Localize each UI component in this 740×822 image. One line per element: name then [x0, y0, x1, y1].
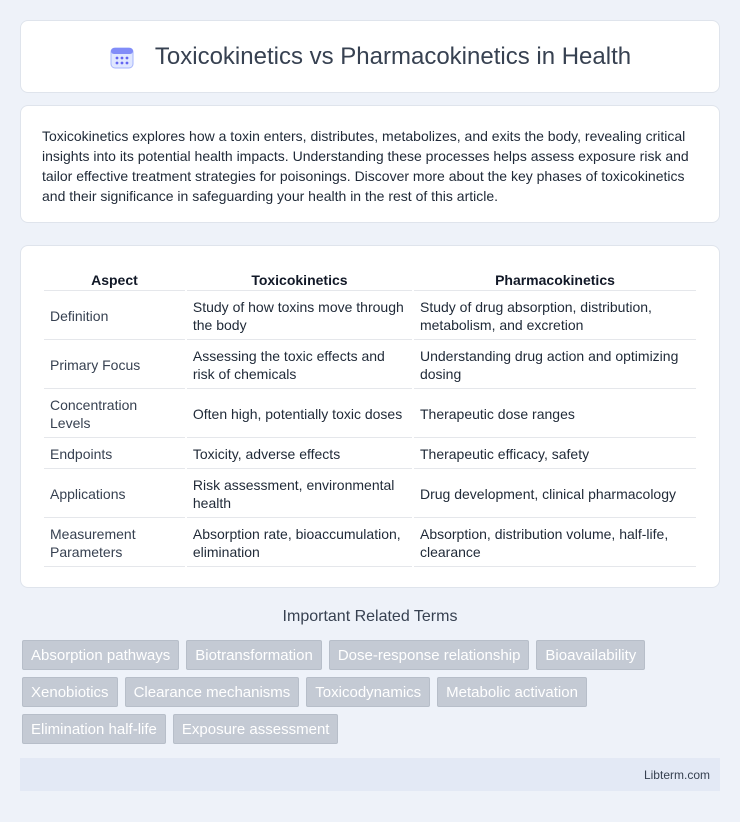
table-cell: Risk assessment, environmental health — [187, 471, 412, 518]
page-title: Toxicokinetics vs Pharmacokinetics in Health — [154, 42, 632, 70]
related-terms-title: Important Related Terms — [282, 608, 458, 625]
column-header-pharmacokinetics: Pharmacokinetics — [414, 266, 696, 291]
table-cell-aspect: Primary Focus — [44, 342, 185, 389]
table-cell-aspect: Endpoints — [44, 440, 185, 469]
related-term-tag[interactable]: Exposure assessment — [173, 714, 339, 744]
related-terms-list — [22, 640, 722, 744]
related-term-tag[interactable]: Bioavailability — [536, 640, 645, 670]
table-cell-aspect: Measurement Parameters — [44, 520, 185, 567]
related-term-tag[interactable]: Xenobiotics — [22, 677, 118, 707]
table-cell-aspect: Applications — [44, 471, 185, 518]
table-cell: Study of drug absorption, distribution, metabolism, and excretion — [414, 293, 696, 340]
table-cell: Study of how toxins move through the body — [187, 293, 412, 340]
table-row — [44, 440, 696, 469]
table-cell: Understanding drug action and optimizing dosing — [414, 342, 696, 389]
table-header-row — [44, 266, 696, 291]
related-term-tag[interactable]: Absorption pathways — [22, 640, 179, 670]
related-term-tag[interactable]: Biotransformation — [186, 640, 322, 670]
related-term-tag[interactable]: Dose-response relationship — [329, 640, 530, 670]
footer-site-link[interactable]: Libterm.com — [643, 767, 710, 782]
intro-text: Toxicokinetics explores how a toxin enters, distributes, metabolizes, and exits the body, revealing critical insights into its potential health impacts. Understanding these processes helps assess exposure risk and tailor effective treatment strategies for poisonings. Discover more about the key phases of toxicokinetics and their significance in safeguarding your health in the rest of this article. — [42, 128, 689, 204]
related-term-tag[interactable]: Toxicodynamics — [306, 677, 430, 707]
comparison-card — [20, 245, 720, 588]
table-row — [44, 293, 696, 340]
column-header-toxicokinetics: Toxicokinetics — [187, 266, 412, 291]
table-cell-aspect: Definition — [44, 293, 185, 340]
table-cell: Assessing the toxic effects and risk of chemicals — [187, 342, 412, 389]
related-term-tag[interactable]: Elimination half-life — [22, 714, 166, 744]
header — [21, 21, 719, 92]
table-row — [44, 520, 696, 567]
table-cell: Absorption rate, bioaccumulation, elimination — [187, 520, 412, 567]
table-row — [44, 391, 696, 438]
column-header-aspect: Aspect — [44, 266, 185, 291]
footer — [20, 758, 720, 791]
table-row — [44, 342, 696, 389]
comparison-table — [42, 264, 698, 569]
table-cell: Drug development, clinical pharmacology — [414, 471, 696, 518]
calendar-icon — [109, 44, 135, 70]
table-row — [44, 471, 696, 518]
table-cell: Often high, potentially toxic doses — [187, 391, 412, 438]
related-term-tag[interactable]: Clearance mechanisms — [125, 677, 300, 707]
table-cell-aspect: Concentration Levels — [44, 391, 185, 438]
table-cell: Toxicity, adverse effects — [187, 440, 412, 469]
intro-card — [20, 105, 720, 223]
header-card — [20, 20, 720, 93]
related-term-tag[interactable]: Metabolic activation — [437, 677, 587, 707]
table-cell: Therapeutic dose ranges — [414, 391, 696, 438]
table-cell: Absorption, distribution volume, half-life, clearance — [414, 520, 696, 567]
table-cell: Therapeutic efficacy, safety — [414, 440, 696, 469]
